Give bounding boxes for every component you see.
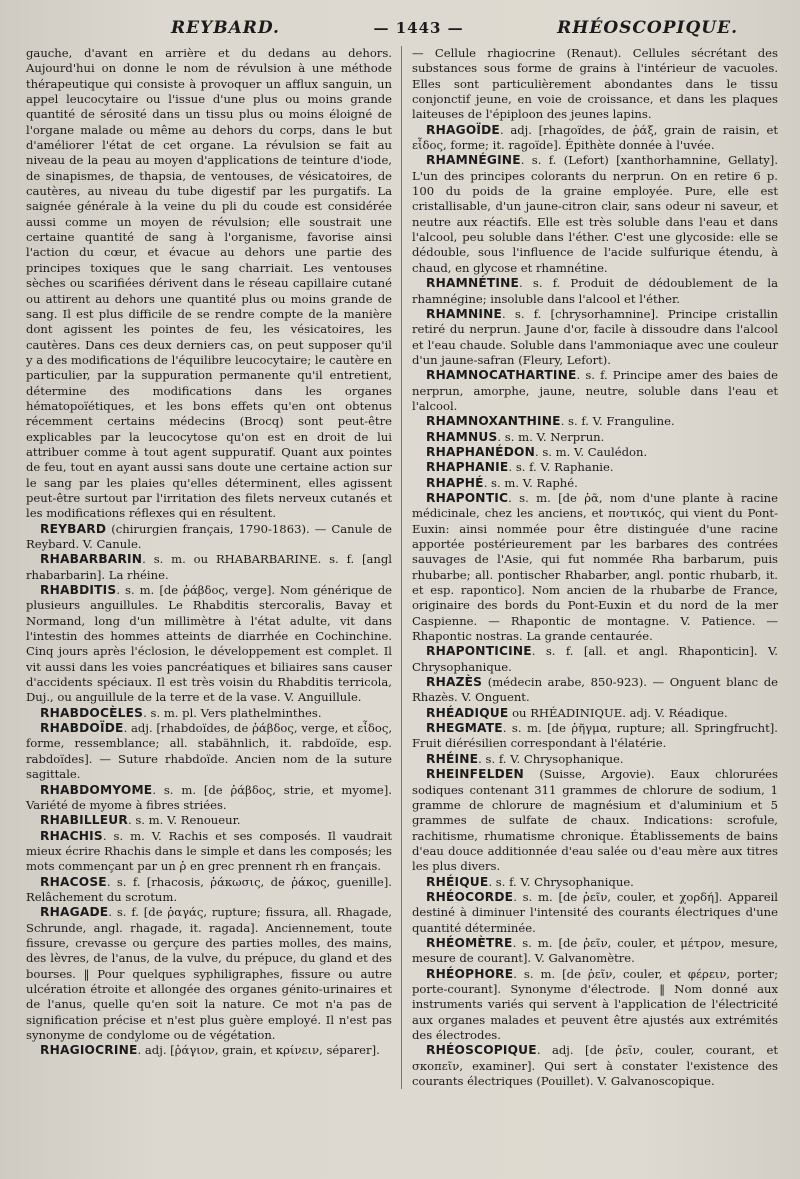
entry-text: ou RHÉADINIQUE. adj. V. Réadique.: [508, 705, 728, 720]
entry-text: . s. m. [de ῥάβδος, strie, et myome]. Variété de myome à fibres striées.: [26, 782, 392, 812]
dictionary-entry: [26, 783, 392, 814]
entry-headword: RHÉOPHORE: [426, 966, 514, 981]
entry-headword: RHACOSE: [40, 874, 107, 889]
entry-text: . adj. [de ῥεῖν, couler, courant, et σκοπεῖν, examiner]. Qui sert à constater l'existence des courants électriques (Pouillet). V. Galvanoscopique.: [412, 1043, 778, 1089]
dictionary-entry: [412, 706, 778, 721]
dictionary-entry: [26, 721, 392, 782]
dictionary-entry: [412, 368, 778, 414]
entry-text: . adj. [ῥάγιον, grain, et κρίνειν, séparer].: [137, 1043, 380, 1058]
dictionary-entry: [26, 1043, 392, 1058]
dictionary-entry: [412, 967, 778, 1044]
entry-text: . s. m. V. Rachis et ses composés. Il vaudrait mieux écrire Rhachis dans le simple et dans les composés; les mots commençant par un ῥ en grec prennent rh en français.: [26, 828, 392, 874]
dictionary-entry: [412, 153, 778, 276]
entry-headword: RHÉOSCOPIQUE: [426, 1043, 537, 1058]
entry-text: . s. m. V. Nerprun.: [497, 429, 605, 444]
entry-headword: RHAMNUS: [426, 429, 498, 444]
dictionary-entry: [26, 583, 392, 706]
entry-headword: RHABILLEUR: [40, 813, 128, 828]
dictionary-entry: [26, 829, 392, 875]
running-header: [26, 18, 778, 46]
entry-text: . s. f. [de ῥαγάς, rupture; fissura, all. Rhagade, Schrunde, angl. rhagade, it. ragada]. Anciennement, toute fissure, crevasse ou gerçure des parties molles, des mains, des lèvres, de l'anus, de la vulve, du prépuce, du gland et des bourses. ‖ Pour quelques syphiligraphes, fissure ou autre ulcération étroite et allongée des organes génito-urinaires et de l'anus, quelle qu'en soit la nature. Ce mot n'a pas de signification précise et n'est plus guère employé. Il n'est pas synonyme de condylome ou de végétation.: [26, 905, 392, 1042]
dictionary-entry: [26, 706, 392, 721]
entry-headword: RHABDITIS: [40, 583, 117, 598]
dictionary-entry: [412, 890, 778, 936]
entry-headword: RHÉOMÈTRE: [426, 935, 513, 950]
entry-text: . s. m. [de ῥάβδος, verge]. Nom générique de plusieurs anguillules. Le Rhabditis stercoralis, Bavay et Normand, long d'un millimètre à l'état adulte, vit dans l'intestin des hommes atteints de diarrhée en Cochinchine. Cinq jours après l'éclosion, le développement est complet. Il vit aussi dans les voies pancréatiques et biliaires sans causer d'accidents spéciaux. Il est très voisin du Rhabditis terricola, Duj., ou anguillule de la terre et de la vase. V. Anguillule.: [26, 583, 392, 705]
dictionary-entry: [412, 644, 778, 675]
entry-text: . s. m. V. Renoueur.: [127, 813, 241, 828]
entry-headword: RHAPONTIC: [426, 490, 509, 505]
entry-headword: RHÉADIQUE: [426, 705, 509, 720]
entry-headword: RHEINFELDEN: [426, 767, 524, 782]
entry-text: (Suisse, Argovie). Eaux chlorurées sodiques contenant 311 grammes de chlorure de sodium, 1 gramme de chlorure de magnésium et d'aluminium et 5 grammes de sulfate de chaux. Indications: scrofule, rachitisme, rhumatisme chronique. Établissements de bains d'eau douce additionnée d'eau salée ou d'eau mère aux titres les plus divers.: [412, 767, 778, 874]
right-column: [402, 46, 778, 1089]
dictionary-entry: [412, 875, 778, 890]
dictionary-entry: [26, 522, 392, 553]
entry-headword: RHÉIQUE: [426, 874, 489, 889]
entry-headword: RHAMNÉTINE: [426, 276, 520, 291]
entry-text: . s. m. V. Raphé.: [483, 475, 578, 490]
entry-text: . s. m. pl. Vers plathelminthes.: [143, 705, 322, 720]
entry-text: . s. f. V. Chrysophanique.: [488, 874, 634, 889]
entry-headword: RHAMNÉGINE: [426, 153, 521, 168]
entry-text: . adj. [rhabdoïdes, de ῥάβδος, verge, et εἶδος, forme, ressemblance; all. stabähnlich, it. rabdoïde, esp. rabdoïdes]. — Suture rhabdoïde. Ancien nom de la suture sagittale.: [26, 721, 392, 782]
entry-text: (chirurgien français, 1790-1863). — Canule de Reybard. V. Canule.: [26, 521, 392, 551]
dictionary-entry: [412, 491, 778, 644]
entry-headword: RHÉINE: [426, 751, 479, 766]
entry-headword: RHAGIOCRINE: [40, 1043, 138, 1058]
dictionary-entry: [412, 414, 778, 429]
dictionary-entry: [26, 905, 392, 1043]
entry-headword: RHAZÈS: [426, 675, 483, 690]
entry-headword: RHABDOMYOME: [40, 782, 153, 797]
entry-headword: RHAPHANIE: [426, 460, 509, 475]
entry-text: . s. m. V. Caulédon.: [534, 444, 648, 459]
entry-text: gauche, d'avant en arrière et du dedans au dehors. Aujourd'hui on donne le nom de révulsion à une méthode thérapeutique qui consiste à provoquer un afflux sanguin, un appel leucocytaire ou l'issue d'une plus ou moins grande quantité de sérosité dans un tissu plus ou moins éloigné de l'organe malade ou même au dehors du corps, dans le but d'améliorer l'état de cet organe. La révulsion se fait au niveau de la peau au moyen d'applications de teinture d'iode, de sinapismes, de thapsia, de ventouses, de vésicatoires, de cautères, au niveau du tube digestif par les purgatifs. La saignée générale à la veine du pli du coude est considérée aussi comme un moyen de révulsion; elle soustrait une certaine quantité de sang à l'organisme, favorise ainsi l'action du cœur, et évacue au dehors une partie des principes toxiques que le sang charriait. Les ventouses sèches ou scarifiées dérivent dans le réseau capillaire cutané ou attirent au dehors une quantité plus ou moins grande de sang. Il est plus difficile de se rendre compte de la manière dont agissent les pointes de feu, les vésicatoires, les cautères. Dans ces deux derniers cas, on peut supposer qu'il y a des modifications de l'équilibre leucocytaire; le cautère en particulier, par la suppuration permanente qu'il entretient, détermine des modifications dans les organes hématopoïétiques, et les bons effets qu'en ont obtenus récemment certains médecins (Brocq) sont peut-être explicables par la leucocytose qu'on est en droit de lui attribuer comme à tout agent suppuratif. Quant aux pointes de feu, tout en ayant aussi sans doute une certaine action sur le sang par les plaies qu'elles déterminent, elles agissent peut-être surtout par l'irritation des filets nerveux cutanés et les modifications réflexes qui en résultent.: [26, 46, 392, 521]
dictionary-entry: [412, 476, 778, 491]
dictionary-entry: [26, 46, 392, 522]
dictionary-entry: [26, 813, 392, 828]
two-column-body: [26, 46, 778, 1089]
entry-text: . s. f. Principe amer des baies de nerprun, amorphe, jaune, neutre, soluble dans l'eau et l'alcool.: [412, 368, 778, 413]
dictionary-entry: [412, 123, 778, 154]
entry-text: . s. f. Produit de dédoublement de la rhamnégine; insoluble dans l'alcool et l'éther.: [412, 276, 778, 306]
entry-text: . s. f. V. Franguline.: [560, 414, 675, 429]
dictionary-entry: [412, 307, 778, 368]
dictionary-entry: [412, 936, 778, 967]
entry-headword: RHAMNOCATHARTINE: [426, 368, 577, 383]
entry-text: . s. m. [de ῥῆγμα, rupture; all. Springfrucht]. Fruit diérésilien correspondant à l'élatérie.: [412, 721, 778, 751]
dictionary-entry: [412, 445, 778, 460]
entry-text: . s. f. (Lefort) [xanthorhamnine, Gellaty]. L'un des principes colorants du nerprun. On en retire 6 p. 100 du poids de la graine employée. Pure, elle est cristallisable, d'un jaune-citron clair, sans odeur ni saveur, et neutre aux réactifs. Elle est très soluble dans l'eau et dans l'alcool, peu soluble dans l'éther. C'est une glycoside: elle se dédouble, sous l'influence de l'acide sulfurique étendu, à chaud, en glycose et rhamnétine.: [412, 153, 778, 275]
entry-headword: RHEGMATE: [426, 721, 503, 736]
entry-headword: RHAMNOXANTHINE: [426, 414, 561, 429]
entry-text: . s. f. V. Raphanie.: [508, 460, 614, 475]
dictionary-entry: [412, 46, 778, 123]
entry-headword: RHÉOCORDE: [426, 889, 514, 904]
entry-text: . s. m. ou RHABARBARINE. s. f. [angl rhabarbarin]. La rhéine.: [26, 552, 392, 582]
entry-text: . s. m. [de ῥεῖν, couler, et χορδή]. Appareil destiné à diminuer l'intensité des courants électriques d'une quantité déterminée.: [412, 889, 778, 935]
dictionary-entry: [412, 276, 778, 307]
dictionary-entry: [412, 430, 778, 445]
entry-headword: RHAPHANÉDON: [426, 444, 535, 459]
dictionary-entry: [412, 1043, 778, 1089]
entry-headword: RHAGOÏDE: [426, 122, 500, 137]
entry-text: . s. f. [rhacosis, ῥάκωσις, de ῥάκος, guenille]. Relâchement du scrotum.: [26, 874, 392, 904]
entry-text: . s. m. [de ῥᾶ, nom d'une plante à racine médicinale, chez les anciens, et ποντικός, qui vient du Pont-Euxin: ainsi nommée pour être distinguée d'une racine apportée postérieurement par les barbares des contrées sauvages de l'Asie, qui fut nommée Rha barbarum, puis rhubarbe; all. pontischer Rhabarber, angl. pontic rhubarb, it. et esp. rapontico]. Nom ancien de la rhubarbe de France, originaire des bords du Pont-Euxin et du nord de la mer Caspienne. — Rhapontic de montagne. V. Patience. — Rhapontic nostras. La grande centaurée.: [412, 490, 778, 644]
entry-headword: RHABDOÏDE: [40, 721, 124, 736]
entry-text: — Cellule rhagiocrine (Renaut). Cellules sécrétant des substances sous forme de grains à l'intérieur de vacuoles. Elles sont particulièrement abondantes dans le tissu conjonctif jeune, en voie de croissance, et dans les plaques laiteuses de l'épiploon des jeunes lapins.: [412, 46, 778, 122]
entry-text: . s. m. [de ῥεῖν, couler, et φέρειν, porter; porte-courant]. Synonyme d'électrode. ‖ Nom donné aux instruments variés qui servent à l'application de l'électricité aux organes malades et peuvent être ajustés aux extrémités des électrodes.: [412, 966, 778, 1042]
entry-headword: RHABARBARIN: [40, 552, 143, 567]
entry-text: . adj. [rhagoïdes, de ῥάξ, grain de raisin, et εἶδος, forme; it. ragoïde]. Épithète donnée à l'uvée.: [412, 122, 778, 153]
left-column: [26, 46, 402, 1089]
entry-text: . s. m. [de ῥεῖν, couler, et μέτρον, mesure, mesure de courant]. V. Galvanomètre.: [412, 935, 778, 966]
header-right-word: RHÉOSCOPIQUE.: [557, 18, 738, 38]
page-number: — 1443 —: [373, 19, 464, 37]
entry-headword: RHAMNINE: [426, 306, 503, 321]
dictionary-entry: [412, 675, 778, 706]
entry-headword: REYBARD: [40, 521, 107, 536]
entry-text: . s. f. [chrysorhamnine]. Principe cristallin retiré du nerprun. Jaune d'or, facile à dissoudre dans l'alcool et l'eau chaude. Soluble dans l'ammoniaque avec une couleur d'un jaune-safran (Fleury, Lefort).: [412, 306, 778, 367]
header-left-word: REYBARD.: [171, 18, 280, 38]
dictionary-entry: [412, 767, 778, 874]
entry-headword: RHAGADE: [40, 905, 109, 920]
dictionary-entry: [412, 460, 778, 475]
entry-headword: RHAPHÉ: [426, 475, 484, 490]
entry-text: . s. f. V. Chrysophanique.: [478, 751, 624, 766]
dictionary-entry: [412, 752, 778, 767]
entry-text: (médecin arabe, 850-923). — Onguent blanc de Rhazès. V. Onguent.: [412, 675, 778, 705]
entry-text: . s. f. [all. et angl. Rhaponticin]. V. Chrysophanique.: [412, 644, 778, 674]
entry-headword: RHAPONTICINE: [426, 644, 532, 659]
dictionary-entry: [26, 552, 392, 583]
dictionary-entry: [26, 875, 392, 906]
entry-headword: RHABDOCÈLES: [40, 705, 144, 720]
entry-headword: RHACHIS: [40, 828, 103, 843]
dictionary-entry: [412, 721, 778, 752]
